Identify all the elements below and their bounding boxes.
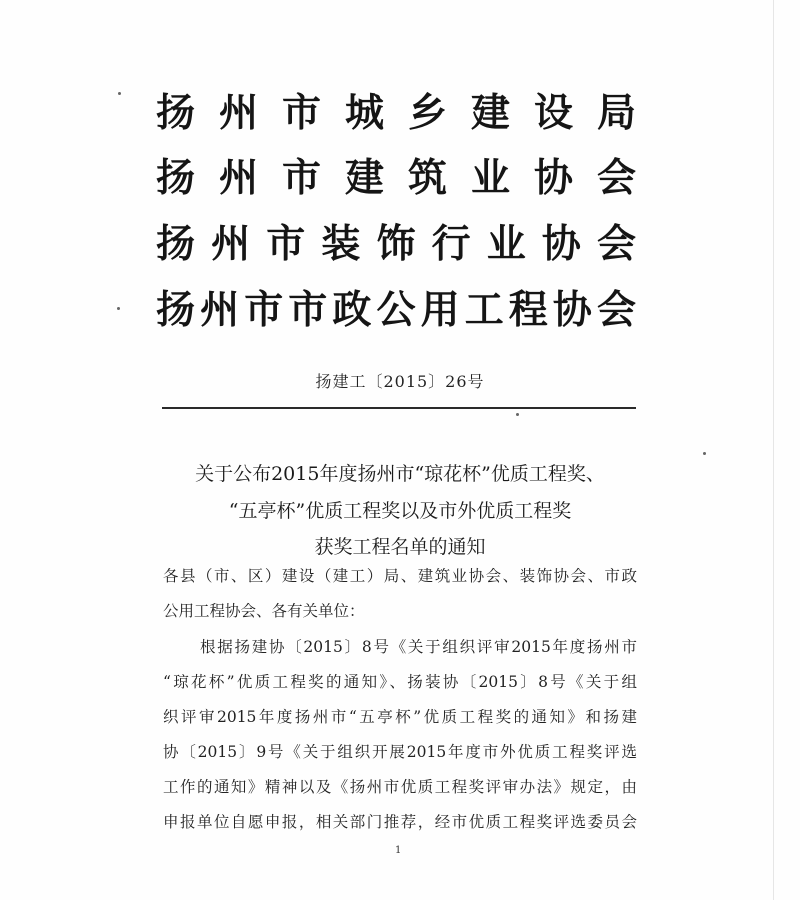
header-divider: [162, 407, 636, 409]
body-line-4: “琼花杯”优质工程奖的通知》、扬装协〔2015〕8号《关于组: [163, 673, 637, 691]
body-line-3: 根据扬建协〔2015〕8号《关于组织评审2015年度扬州市: [200, 638, 637, 656]
body-line-5: 织评审2015年度扬州市“五亭杯”优质工程奖的通知》和扬建: [163, 708, 637, 726]
document-number: 扬建工〔2015〕26号: [315, 372, 485, 391]
body-line-7: 工作的通知》精神以及《扬州市优质工程奖评审办法》规定，由: [163, 778, 637, 796]
body-line-8: 申报单位自愿申报，相关部门推荐，经市优质工程奖评选委员会: [163, 813, 637, 831]
issuing-org-3: 扬州市装饰行业协会: [156, 222, 636, 267]
notice-title-line-3: 获奖工程名单的通知: [314, 536, 486, 558]
issuing-org-4: 扬州市市政公用工程协会: [156, 288, 636, 333]
body-line-6: 协〔2015〕9号《关于组织开展2015年度市外优质工程奖评选: [163, 743, 637, 761]
body-line-1: 各县（市、区）建设（建工）局、建筑业协会、装饰协会、市政: [163, 567, 637, 585]
scan-speck: [117, 307, 120, 310]
issuing-org-1: 扬州市城乡建设局: [156, 91, 636, 136]
scan-edge: [773, 0, 774, 900]
scan-speck: [516, 413, 519, 416]
notice-title-line-1: 关于公布2015年度扬州市“琼花杯”优质工程奖、: [195, 463, 605, 485]
scan-speck: [118, 92, 121, 95]
issuing-org-2: 扬州市建筑业协会: [156, 156, 636, 201]
notice-title-line-2: “五亭杯”优质工程奖以及市外优质工程奖: [228, 500, 572, 522]
body-line-2: 公用工程协会、各有关单位：: [163, 602, 365, 620]
page-number: 1: [395, 845, 402, 856]
scan-speck: [703, 452, 706, 455]
